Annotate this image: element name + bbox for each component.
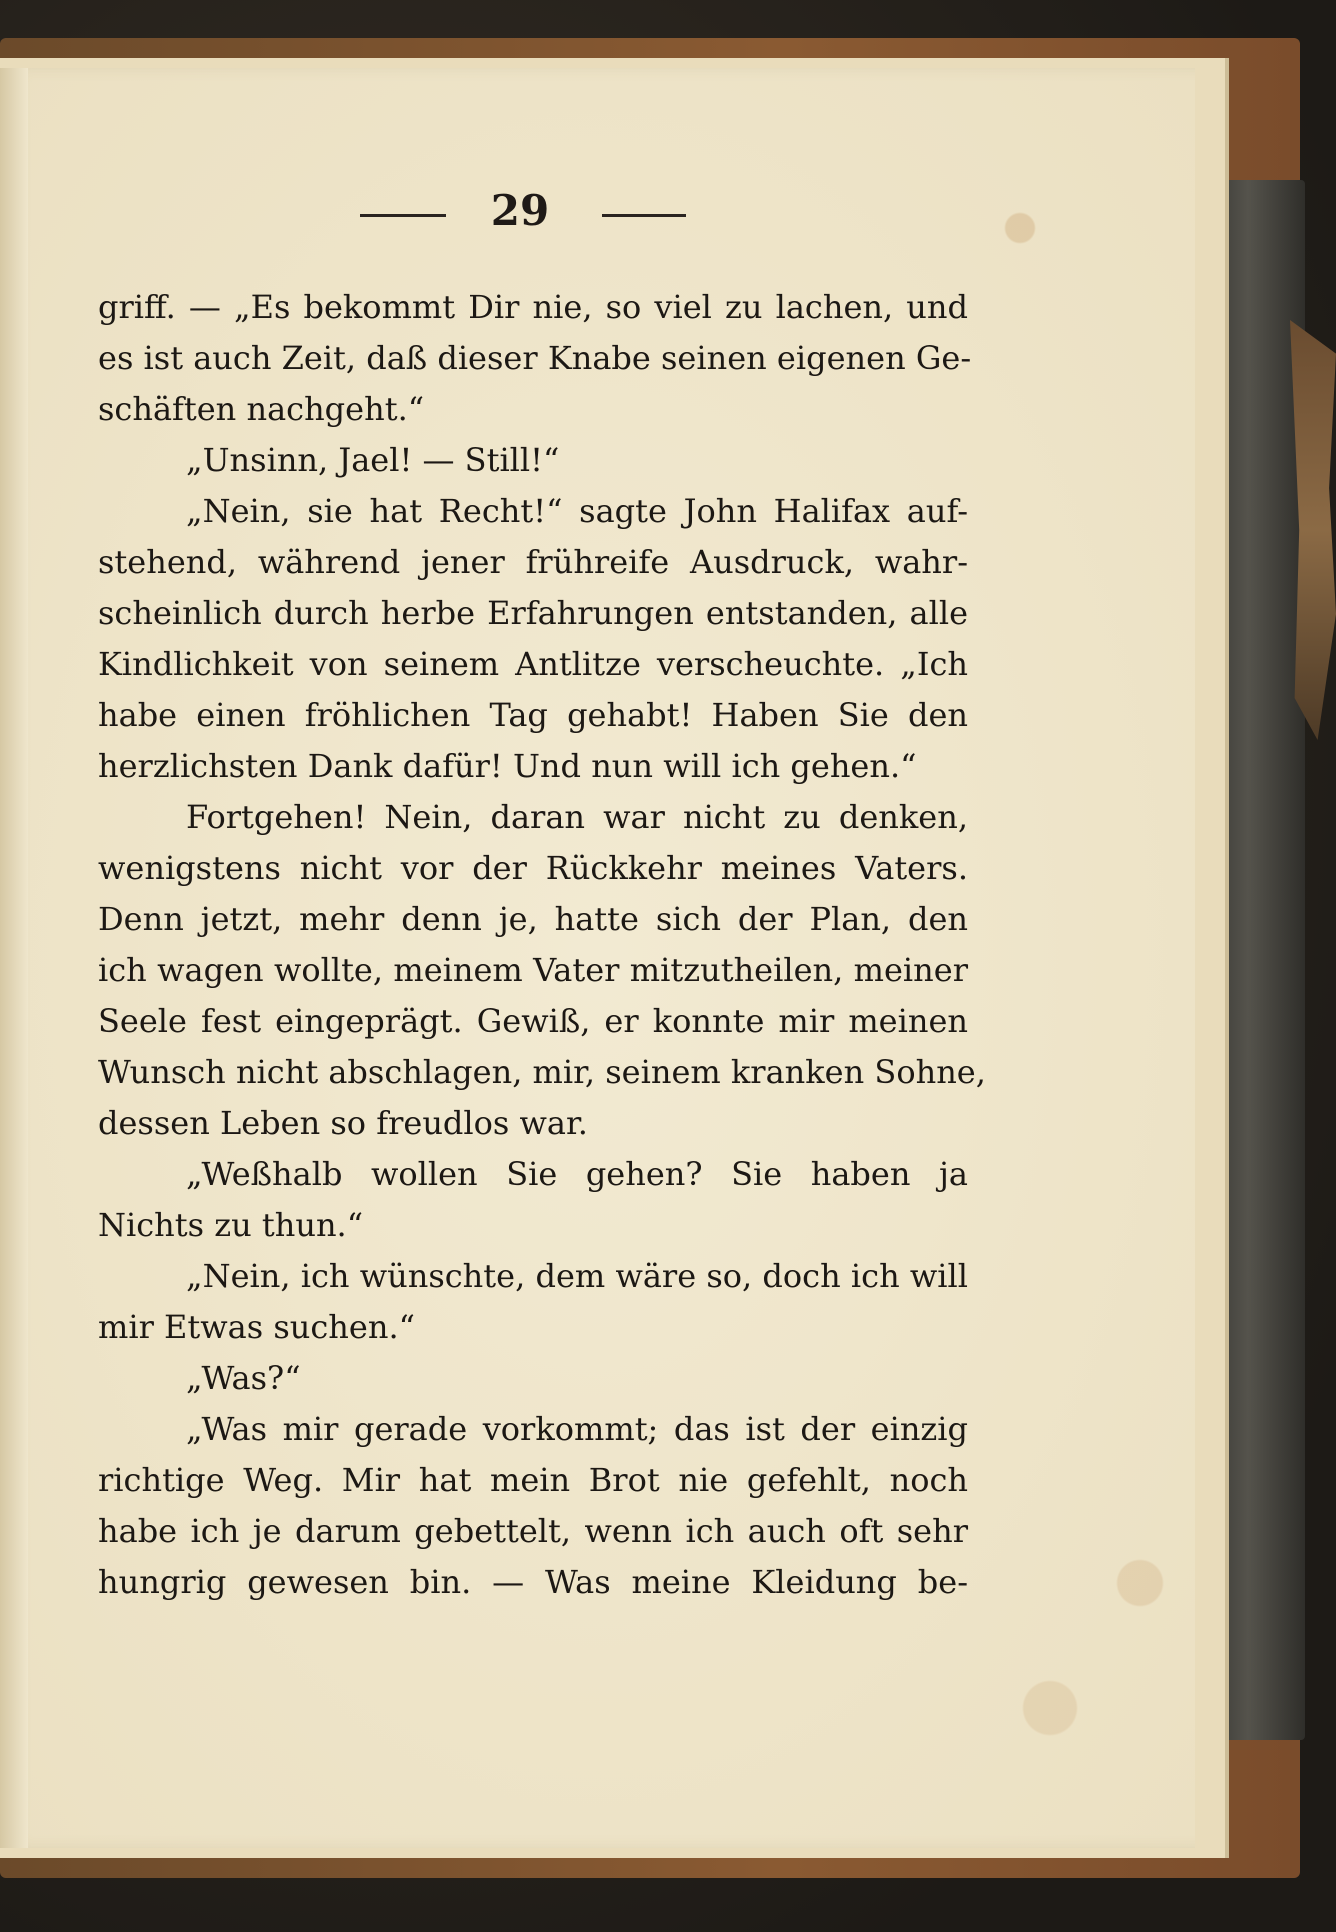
text-line: scheinlich durch herbe Erfahrungen entstanden, alle <box>98 594 968 632</box>
text-line: Fortgehen! Nein, daran war nicht zu denken, <box>186 798 968 836</box>
text-line: wenigstens nicht vor der Rückkehr meines Vaters. <box>98 849 968 887</box>
text-line: „Unsinn, Jael! — Still!“ <box>186 441 560 479</box>
text-line: ich wagen wollte, meinem Vater mitzutheilen, meiner <box>98 951 968 989</box>
header-rule-right <box>602 214 686 217</box>
text-line: es ist auch Zeit, daß dieser Knabe seinen eigenen Ge- <box>98 339 972 377</box>
text-line: habe einen fröhlichen Tag gehabt! Haben Sie den <box>98 696 968 734</box>
text-line: richtige Weg. Mir hat mein Brot nie gefehlt, noch <box>98 1461 968 1499</box>
text-line: Wunsch nicht abschlagen, mir, seinem kranken Sohne, <box>98 1053 986 1091</box>
text-line: Denn jetzt, mehr denn je, hatte sich der Plan, den <box>98 900 968 938</box>
text-line: habe ich je darum gebettelt, wenn ich auch oft sehr <box>98 1512 968 1550</box>
header-rule-left <box>360 214 446 217</box>
text-line: mir Etwas suchen.“ <box>98 1308 415 1346</box>
text-line: „Nein, ich wünschte, dem wäre so, doch ich will <box>186 1257 968 1295</box>
text-line: dessen Leben so freudlos war. <box>98 1104 588 1142</box>
text-line: „Weßhalb wollen Sie gehen? Sie haben ja <box>186 1155 968 1193</box>
text-line: „Was mir gerade vorkommt; das ist der einzig <box>186 1410 968 1448</box>
text-line: Nichts zu thun.“ <box>98 1206 364 1244</box>
page-gutter <box>0 68 28 1848</box>
text-line: Seele fest eingeprägt. Gewiß, er konnte mir meinen <box>98 1002 968 1040</box>
text-line: herzlichsten Dank dafür! Und nun will ich gehen.“ <box>98 747 917 785</box>
text-line: hungrig gewesen bin. — Was meine Kleidung be- <box>98 1563 968 1601</box>
text-line: griff. — „Es bekommt Dir nie, so viel zu lachen, und <box>98 288 968 326</box>
body-text <box>98 282 986 1608</box>
text-line: „Was?“ <box>186 1359 301 1397</box>
text-line: Kindlichkeit von seinem Antlitze verscheuchte. „Ich <box>98 645 968 683</box>
text-line: „Nein, sie hat Recht!“ sagte John Halifax auf- <box>186 492 968 530</box>
text-line: schäften nachgeht.“ <box>98 390 425 428</box>
page-number: 29 <box>490 186 550 235</box>
text-line: stehend, während jener frühreife Ausdruck, wahr- <box>98 543 968 581</box>
